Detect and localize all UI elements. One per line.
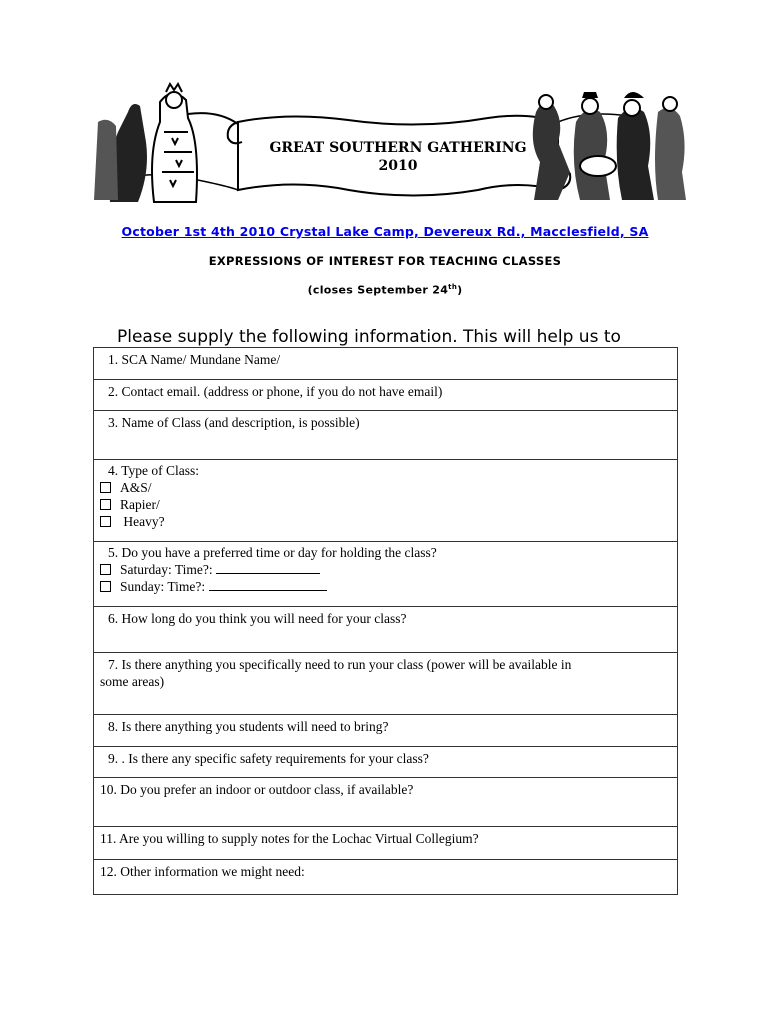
saturday-time-blank[interactable]	[216, 561, 320, 574]
question-9: 9. . Is there any specific safety requirements for your class?	[108, 751, 429, 766]
questions-table	[93, 347, 678, 895]
question-4-cell[interactable]	[94, 460, 678, 542]
checkbox-icon[interactable]	[100, 516, 111, 527]
banner-title: GREAT SOUTHERN GATHERING	[269, 140, 527, 156]
closing-date-suffix-sup: th	[448, 283, 458, 291]
question-10: 10. Do you prefer an indoor or outdoor class, if available?	[100, 782, 414, 797]
closing-date-prefix: (closes September 24	[307, 283, 449, 297]
instruction-text: Please supply the following information. This will help us to	[117, 327, 621, 347]
banner-year: 2010	[378, 158, 418, 174]
medieval-banner-illustration	[88, 82, 692, 212]
question-11-cell[interactable]	[94, 827, 678, 860]
question-3-cell[interactable]	[94, 411, 678, 460]
option-rapier[interactable]	[100, 496, 671, 513]
checkbox-icon[interactable]	[100, 581, 111, 592]
question-2-cell[interactable]	[94, 380, 678, 411]
option-label: Heavy?	[120, 514, 165, 529]
option-heavy[interactable]	[100, 513, 671, 530]
question-11: 11. Are you willing to supply notes for the Lochac Virtual Collegium?	[100, 831, 479, 846]
question-5-cell[interactable]	[94, 542, 678, 607]
closing-date	[0, 283, 770, 297]
question-2: 2. Contact email. (address or phone, if you do not have email)	[108, 384, 443, 399]
sunday-time-blank[interactable]	[209, 578, 327, 591]
question-6-cell[interactable]	[94, 607, 678, 653]
question-1: 1. SCA Name/ Mundane Name/	[108, 352, 281, 367]
question-12: 12. Other information we might need:	[100, 864, 305, 879]
form-heading: EXPRESSIONS OF INTEREST FOR TEACHING CLASSES	[208, 254, 562, 268]
question-8: 8. Is there anything you students will need to bring?	[108, 719, 389, 734]
question-12-cell[interactable]	[94, 860, 678, 895]
option-sunday[interactable]	[100, 578, 671, 595]
checkbox-icon[interactable]	[100, 499, 111, 510]
question-5: 5. Do you have a preferred time or day for holding the class?	[108, 545, 437, 560]
event-date-location: October 1st 4th 2010 Crystal Lake Camp, Devereux Rd., Macclesfield, SA	[121, 224, 649, 239]
question-6: 6. How long do you think you will need for your class?	[108, 611, 407, 626]
question-7: 7. Is there anything you specifically need to run your class (power will be available in	[108, 657, 572, 672]
question-4: 4. Type of Class:	[108, 463, 200, 478]
option-label: A&S/	[120, 480, 152, 495]
option-arts-sciences[interactable]	[100, 479, 671, 496]
checkbox-icon[interactable]	[100, 564, 111, 575]
question-9-cell[interactable]	[94, 747, 678, 778]
option-saturday[interactable]	[100, 561, 671, 578]
question-7-cell[interactable]	[94, 653, 678, 715]
closing-date-suffix: )	[457, 283, 463, 297]
checkbox-icon[interactable]	[100, 482, 111, 493]
option-label: Sunday: Time?:	[120, 579, 209, 594]
question-8-cell[interactable]	[94, 715, 678, 747]
option-label: Saturday: Time?:	[120, 562, 217, 577]
question-3: 3. Name of Class (and description, is possible)	[108, 415, 360, 430]
question-10-cell[interactable]	[94, 778, 678, 827]
question-7-continued: some areas)	[100, 674, 165, 689]
option-label: Rapier/	[120, 497, 160, 512]
question-1-cell[interactable]	[94, 348, 678, 380]
